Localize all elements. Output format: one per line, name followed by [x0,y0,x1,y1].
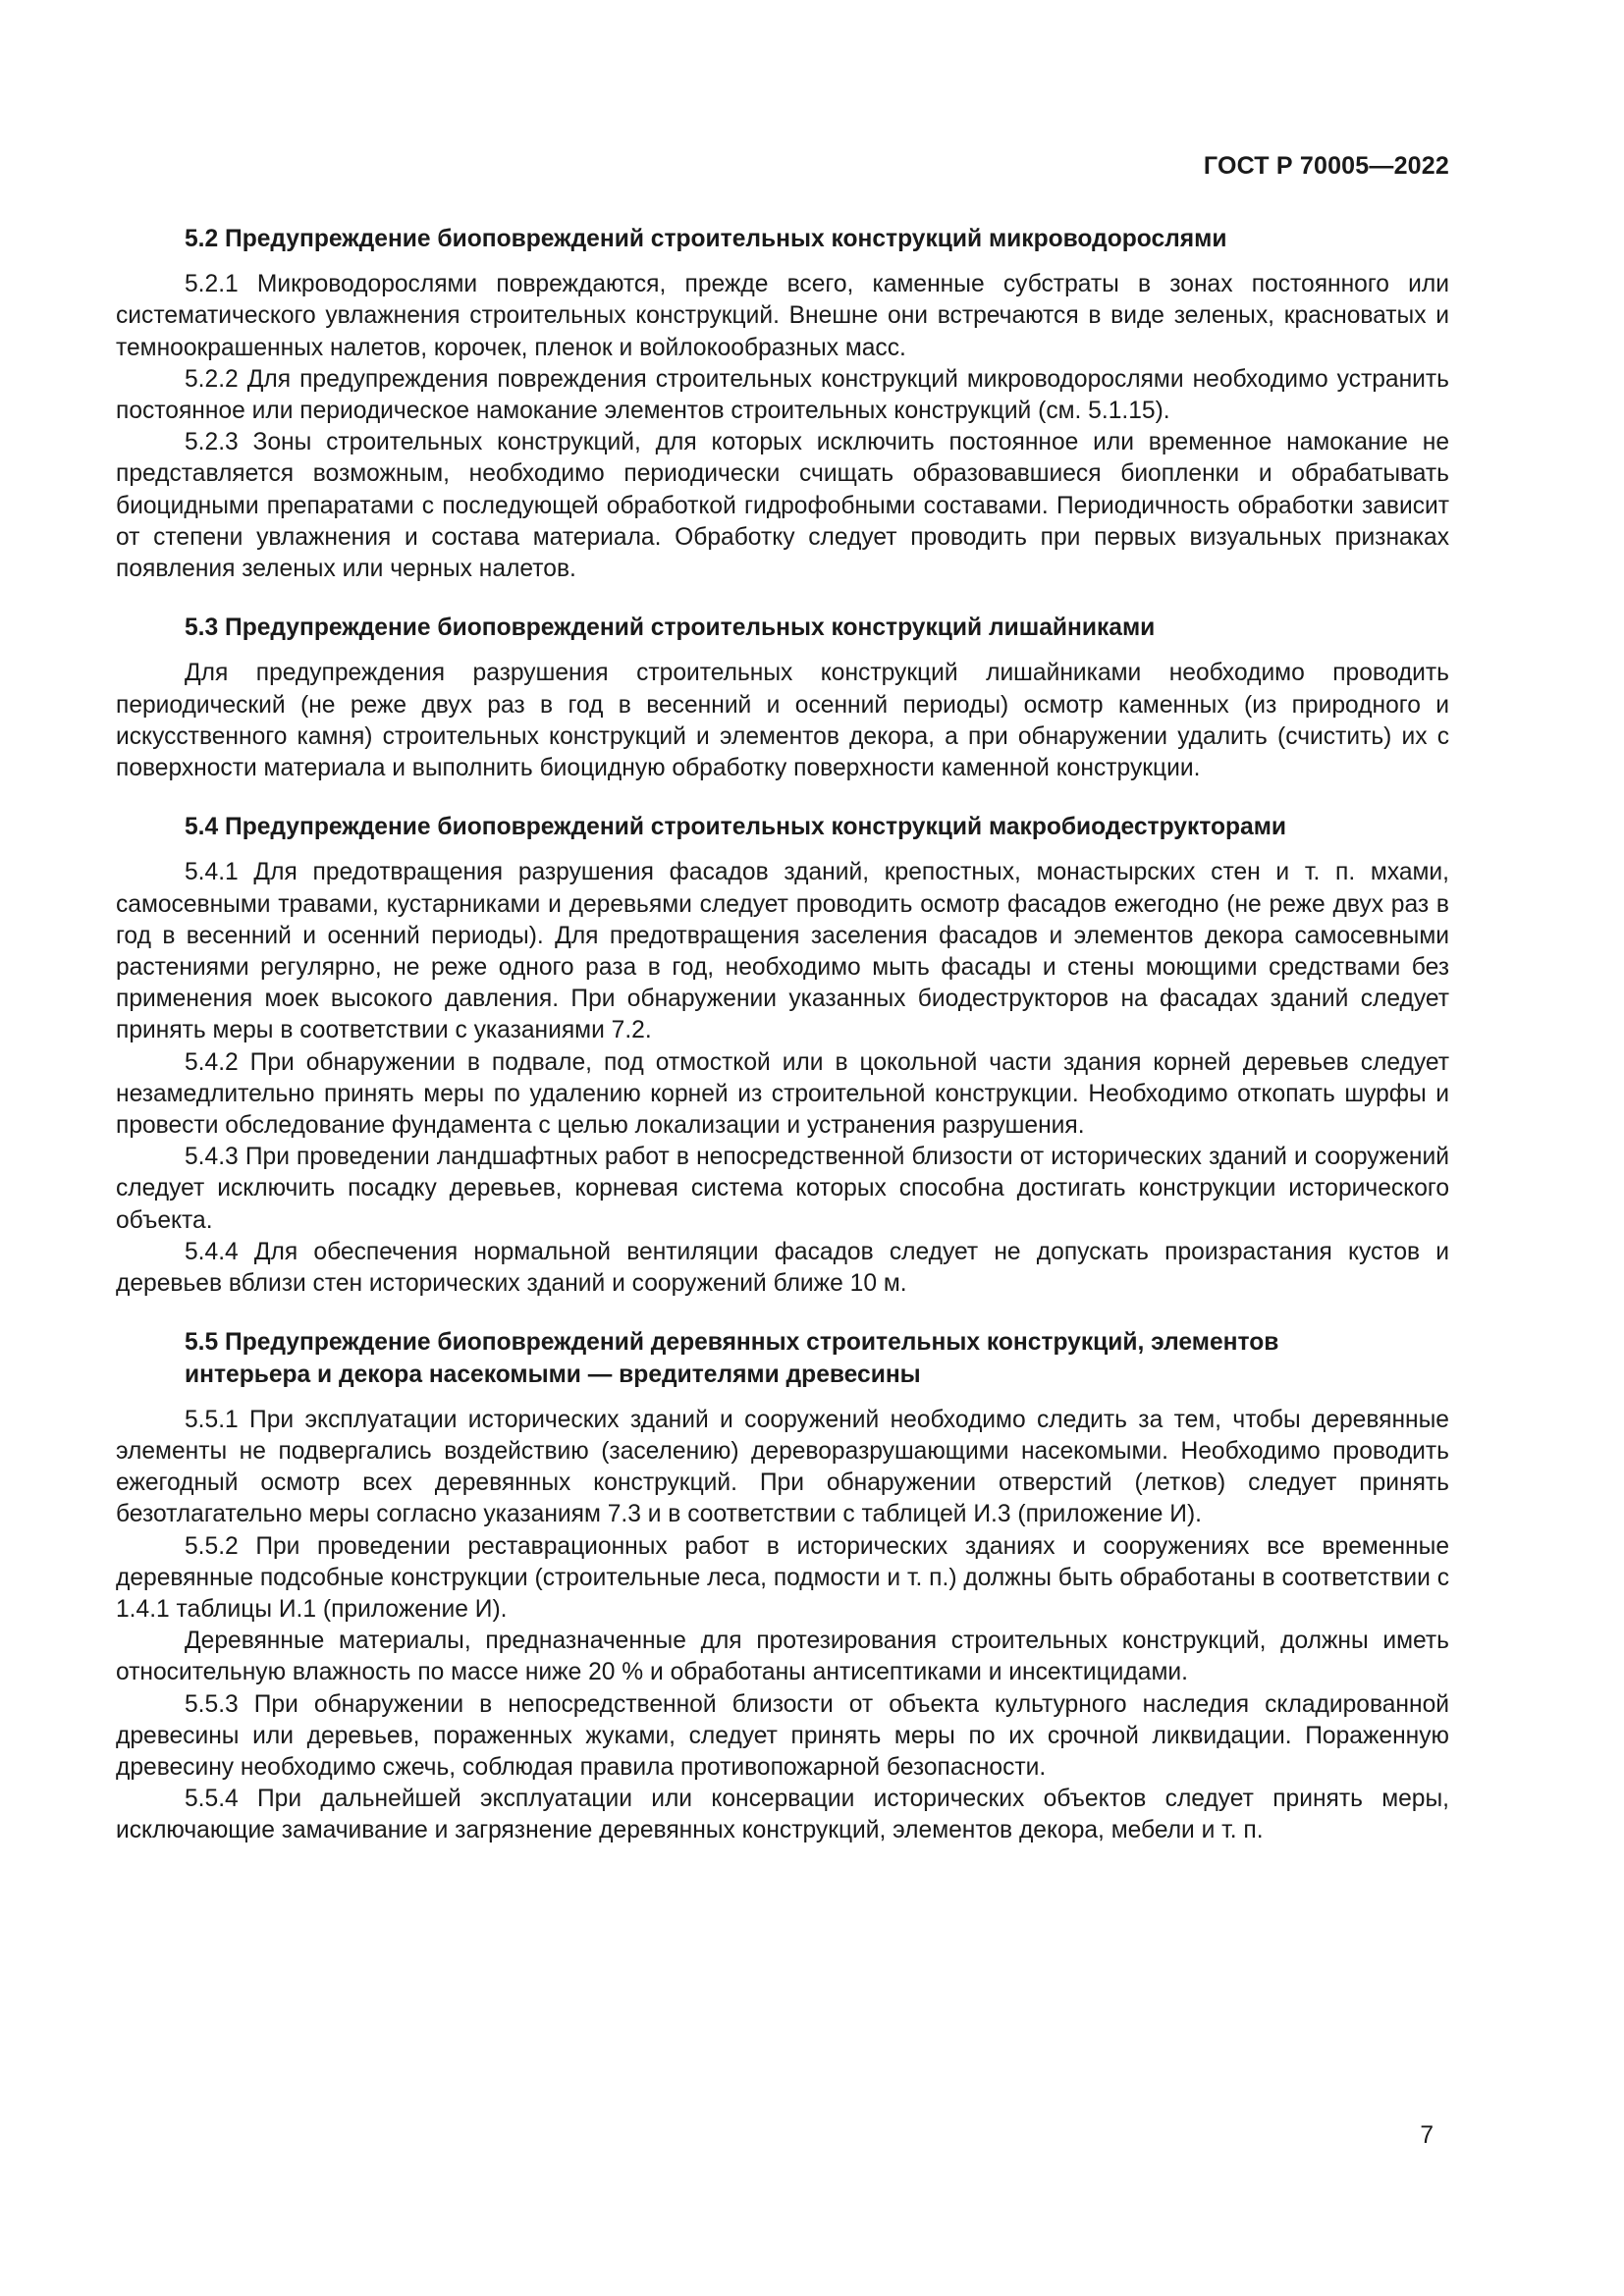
paragraph: 5.4.4 Для обеспечения нормальной вентиляции фасадов следует не допускать произрастания кустов и деревьев вблизи стен исторических зданий и сооружений ближе 10 м. [116,1238,1449,1298]
paragraph: 5.5.3 При обнаружении в непосредственной близости от объекта культурного наследия складированной древесины или деревьев, пораженных жуками, следует принять меры по их срочной ликвидации. Пораженную древесину необходимо сжечь, соблюдая правила противопожарной безопасности. [116,1690,1449,1781]
section-5-2 [116,224,1449,585]
paragraph: 5.4.3 При проведении ландшафтных работ в непосредственной близости от исторических зданий и сооружений следует исключить посадку деревьев, корневая система которых способна достигать конструкции исторического объекта. [116,1144,1449,1234]
page-body [116,224,1449,1875]
paragraph: 5.4.2 При обнаружении в подвале, под отмосткой или в цокольной части здания корней деревьев следует незамедлительно принять меры по удалению корней из строительной конструкции. Необходимо откопать шурфы и провести обследование фундамента с целью локализации и устранения разрушения. [116,1048,1449,1140]
page-number: 7 [1420,2122,1434,2149]
paragraph: Деревянные материалы, предназначенные для протезирования строительных конструкций, должны иметь относительную влажность по массе ниже 20 % и обработаны антисептиками и инсектицидами. [116,1628,1449,1686]
paragraph: Для предупреждения разрушения строительных конструкций лишайниками необходимо проводить периодический (не реже двух раз в год в весенний и осенний периоды) осмотр каменных (из природного и искусственного камня) строительных конструкций и элементов декора, а при обнаружении удалить (счистить) их с поверхности материала и выполнить биоцидную обработку поверхности каменной конструкции. [116,660,1449,782]
paragraph: 5.5.2 При проведении реставрационных работ в исторических зданиях и сооружениях все временные деревянные подсобные конструкции (строительные леса, подмости и т. п.) должны быть обработаны в соответствии с 1.4.1 таблицы И.1 (приложение И). [116,1532,1449,1623]
section-5-5 [116,1327,1449,1846]
section-heading: 5.2 Предупреждение биоповреждений строительных конструкций микроводорослями [185,226,1227,252]
section-heading-line: интерьера и декора насекомыми — вредителями древесины [185,1361,921,1388]
paragraph: 5.2.1 Микроводорослями повреждаются, прежде всего, каменные субстраты в зонах постоянного или систематического увлажнения строительных конструкций. Внешне они встречаются в виде зеленых, красноватых и темноокрашенных налетов, корочек, пленок и войлокообразных масс. [116,271,1449,361]
paragraph: 5.4.1 Для предотвращения разрушения фасадов зданий, крепостных, монастырских стен и т. п. мхами, самосевными травами, кустарниками и деревьями следует проводить осмотр фасадов ежегодно (не реже двух раз в год в весенний и осенний периоды). Для предотвращения заселения фасадов и элементов декора самосевными растениями регулярно, не реже одного раза в год, необходимо мыть фасады и стены моющими средствами без применения моек высокого давления. При обнаружении указанных биодеструкторов на фасадах зданий следует принять меры в соответствии с указаниями 7.2. [116,859,1449,1044]
section-5-4 [116,812,1449,1300]
section-heading [116,1327,1449,1390]
paragraph: 5.5.4 При дальнейшей эксплуатации или консервации исторических объектов следует принять меры, исключающие замачивание и загрязнение деревянных конструкций, элементов декора, мебели и т. п. [116,1786,1449,1844]
section-heading: 5.3 Предупреждение биоповреждений строительных конструкций лишайниками [185,614,1156,642]
document-standard-id: ГОСТ Р 70005—2022 [1203,152,1449,180]
section-5-3 [116,613,1449,784]
paragraph: 5.5.1 При эксплуатации исторических зданий и сооружений необходимо следить за тем, чтобы деревянные элементы не подвергались воздействию (заселению) дереворазрушающими насекомыми. Необходимо проводить ежегодный осмотр всех деревянных конструкций. При обнаружении отверстий (летков) следует принять безотлагательно меры согласно указаниям 7.3 и в соответствии с таблицей И.3 (приложение И). [116,1406,1449,1528]
section-heading: 5.4 Предупреждение биоповреждений строительных конструкций макробиодеструкторами [185,814,1287,841]
paragraph: 5.2.2 Для предупреждения повреждения строительных конструкций микроводорослями необходимо устранить постоянное или периодическое намокание элементов строительных конструкций (см. 5.1.15). [116,365,1449,425]
paragraph: 5.2.3 Зоны строительных конструкций, для которых исключить постоянное или временное намокание не представляется возможным, необходимо периодически счищать образовавшиеся биопленки и обрабатывать биоцидными препаратами с последующей обработкой гидрофобными составами. Периодичность обработки зависит от степени увлажнения и состава материала. Обработку следует проводить при первых визуальных признаках появления зеленых или черных налетов. [116,429,1449,583]
section-heading-line: 5.5 Предупреждение биоповреждений деревянных строительных конструкций, элементов [185,1329,1279,1357]
